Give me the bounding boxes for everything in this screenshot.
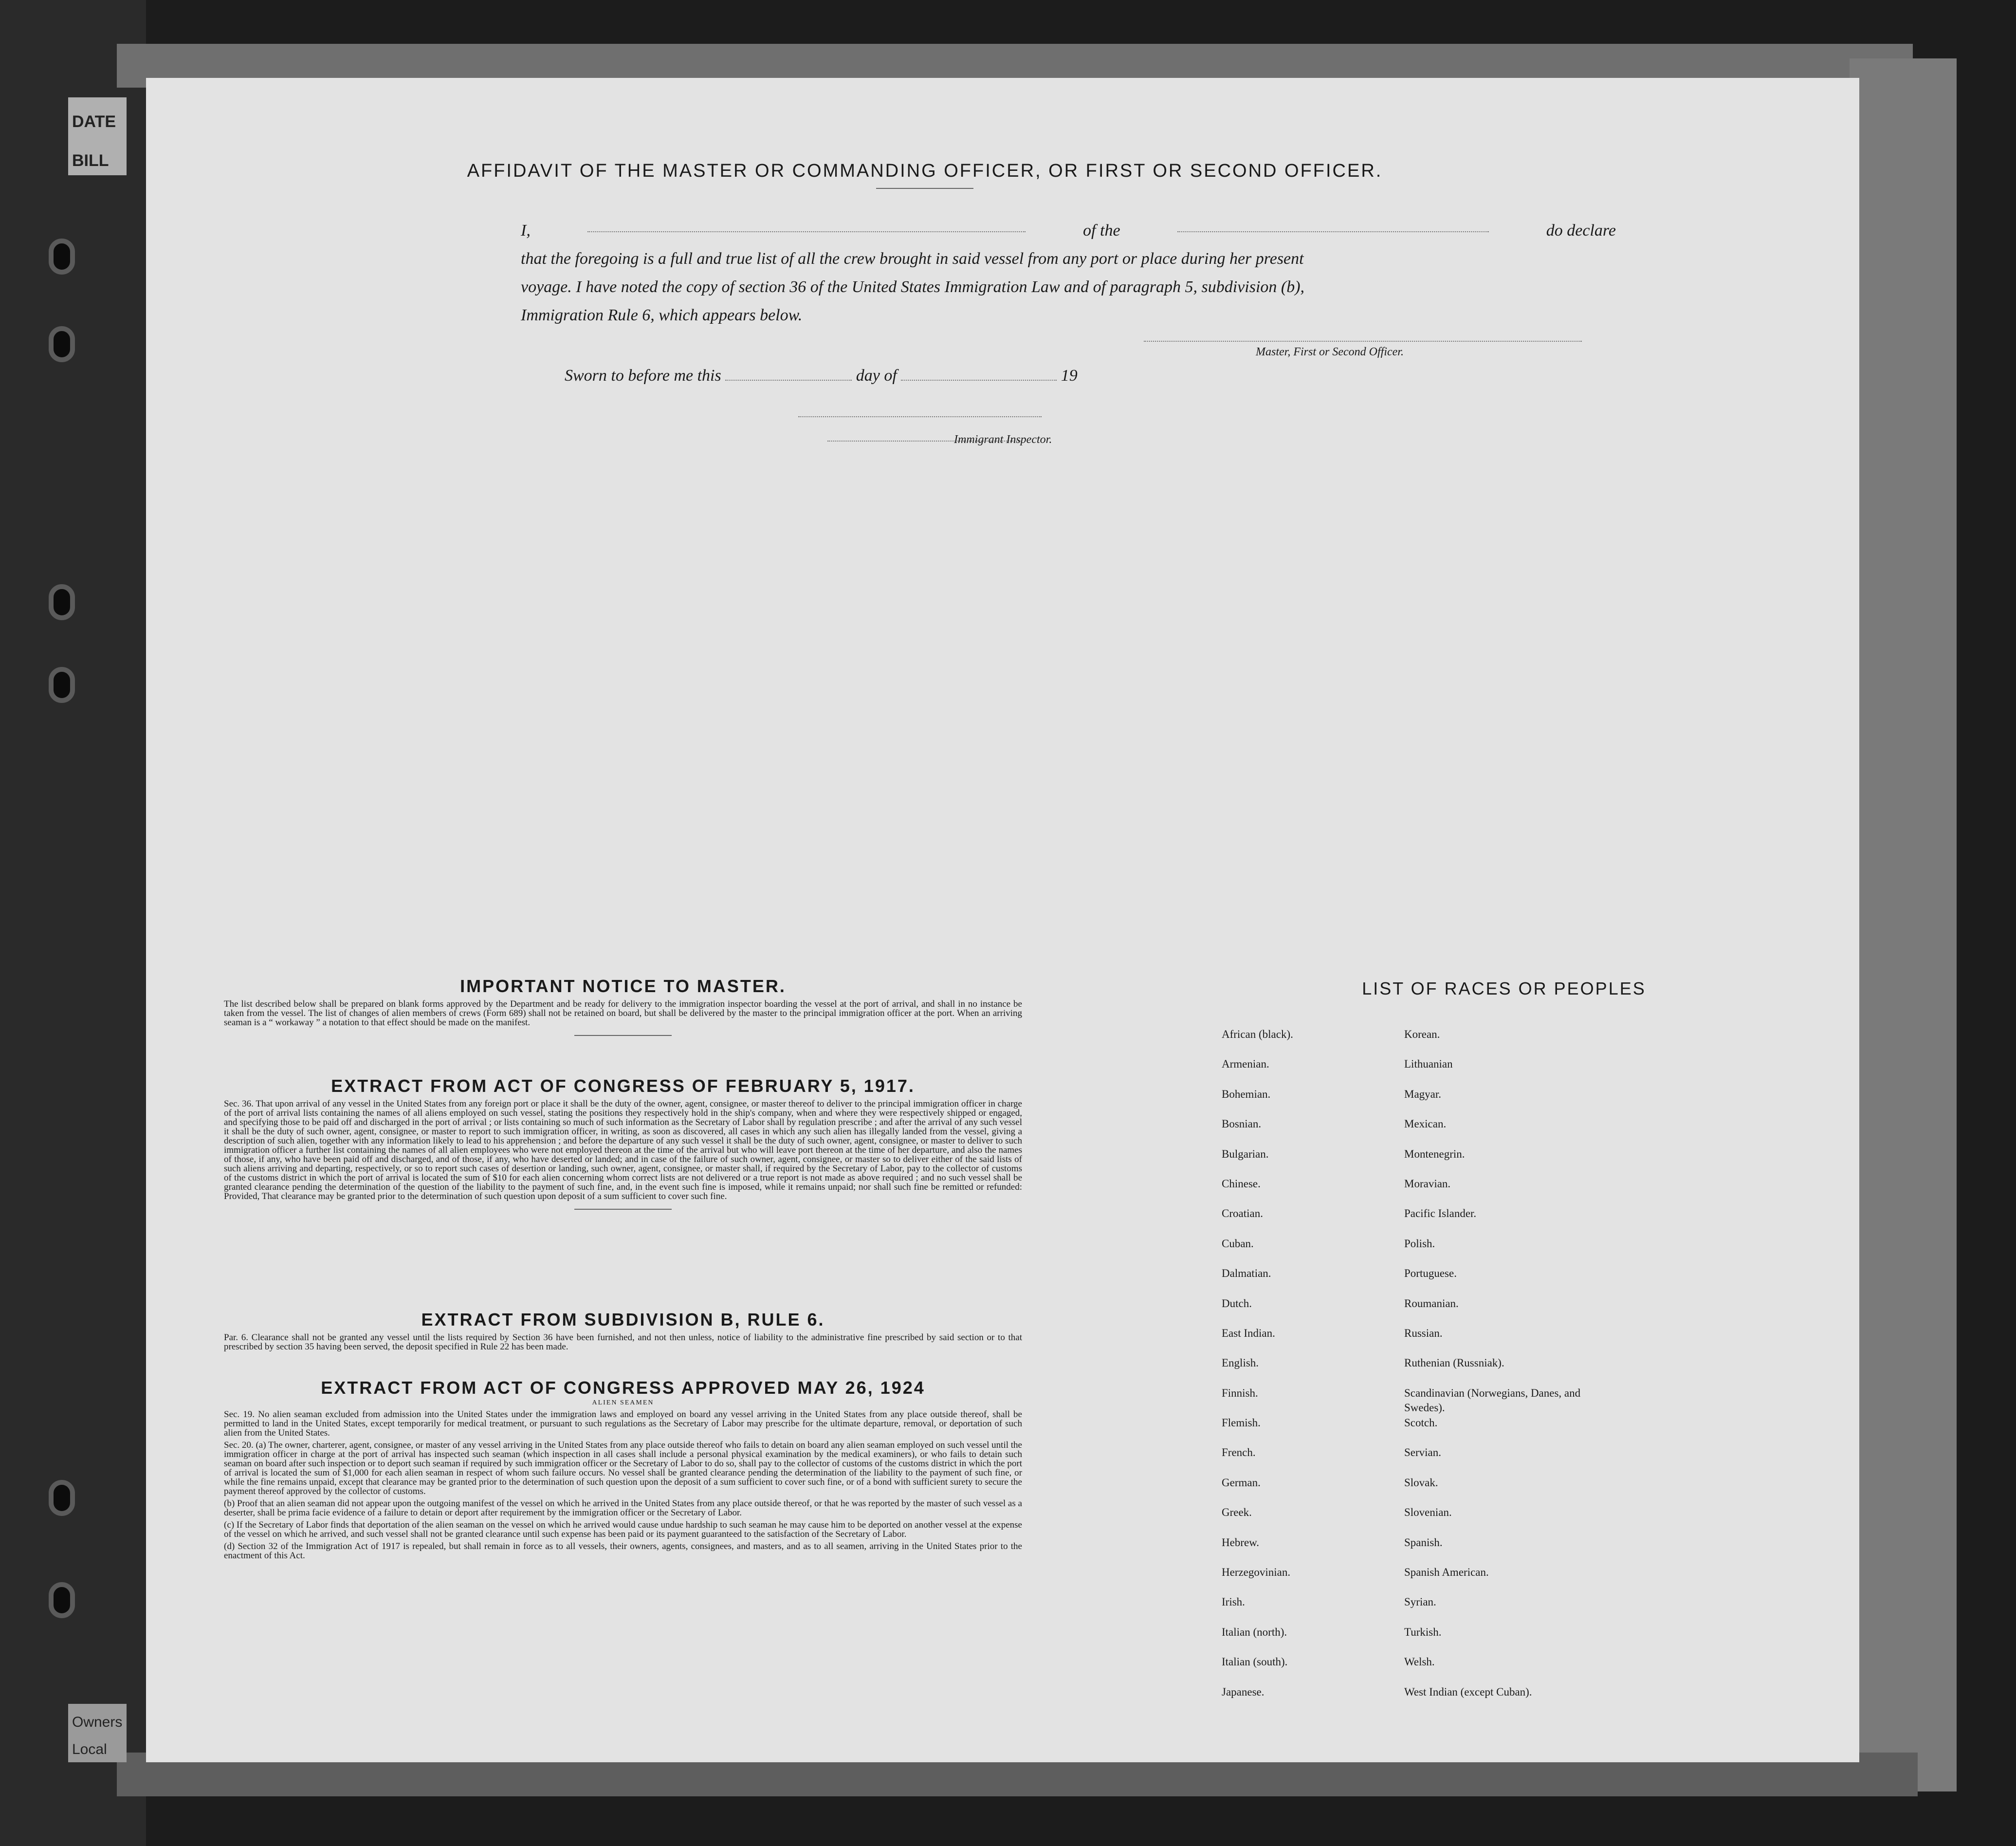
- race-item: Magyar.: [1404, 1088, 1442, 1100]
- binder-tab-line: BILL: [72, 151, 109, 170]
- binder-tab-bottom: [68, 1704, 127, 1762]
- race-item: Scandinavian (Norwegians, Danes, and Swedes).: [1404, 1386, 1581, 1414]
- extract-1924-paragraph: (b) Proof that an alien seaman did not appear upon the outgoing manifest of the vessel on which he arrived in the United States from any place outside thereof, or that he was reported by the master of such vessel as a deserter, shall be prima facie evidence of a failure to detain or deport after requirement by the immigration officer or the Secretary of Labor.: [224, 1498, 1022, 1518]
- extract-rule6-title: EXTRACT FROM SUBDIVISION B, RULE 6.: [421, 1310, 825, 1329]
- race-item: Pacific Islander.: [1404, 1207, 1477, 1220]
- race-item: Ruthenian (Russniak).: [1404, 1357, 1504, 1369]
- section-rule: [574, 1035, 672, 1036]
- race-item: Russian.: [1404, 1327, 1443, 1339]
- race-item: Slovak.: [1404, 1476, 1438, 1489]
- race-item: Cuban.: [1222, 1237, 1254, 1250]
- race-item: Japanese.: [1222, 1685, 1265, 1698]
- race-item: Bosnian.: [1222, 1118, 1262, 1130]
- race-item: Croatian.: [1222, 1207, 1263, 1220]
- document-page: [146, 78, 1859, 1762]
- race-item: Mexican.: [1404, 1118, 1447, 1130]
- race-item: German.: [1222, 1476, 1261, 1489]
- extract-1924-paragraph: Sec. 19. No alien seaman excluded from admission into the United States under the immigration laws and employed on board any vessel arriving in the United States from any place outside thereof, shall be permitted to land in the United States, except temporarily for medical treatment, or pursuant to such regulations as the Secretary of Labor may prescribe for the ultimate departure, removal, or deportation of such alien from the United States.: [224, 1409, 1022, 1438]
- race-item: Bohemian.: [1222, 1088, 1271, 1100]
- race-item: Chinese.: [1222, 1177, 1261, 1190]
- affidavit-line-1: [521, 217, 1616, 245]
- race-item: West Indian (except Cuban).: [1404, 1685, 1532, 1698]
- extract-1924-paragraph: (d) Section 32 of the Immigration Act of 1917 is repealed, but shall remain in force as to all vessels, their owners, agents, consignees, and masters, and as to all seamen, arriving in the United States prior to the enactment of this Act.: [224, 1541, 1022, 1561]
- extract-rule6-body: Par. 6. Clearance shall not be granted any vessel until the lists required by Section 36 have been furnished, and not then unless, notice of liability to the administrative fine prescribed by said section or to that prescribed by section 35 having been served, the deposit specified in Rule 22 has been made.: [224, 1332, 1022, 1352]
- race-item: East Indian.: [1222, 1327, 1275, 1339]
- race-item: Spanish.: [1404, 1536, 1443, 1549]
- race-item: Dutch.: [1222, 1297, 1252, 1310]
- binder-tab-line: Local: [72, 1741, 107, 1757]
- sworn-line: [565, 365, 1078, 385]
- extract-1924-paragraph: (c) If the Secretary of Labor finds that deportation of the alien seaman on the vessel on which he arrived would cause undue hardship to such seaman he may cause him to be deported on another vessel at the expense of the vessel on which he arrived, and such vessel shall not be granted clearance until such expense has been paid or its payment guaranteed to the satisfaction of the Secretary of Labor.: [224, 1520, 1022, 1539]
- race-item: Flemish.: [1222, 1417, 1261, 1429]
- race-item: Korean.: [1404, 1028, 1440, 1040]
- sworn-year: 19: [1061, 367, 1078, 385]
- notice-section: [224, 976, 1022, 1036]
- affidavit-line-2: that the foregoing is a full and true list of all the crew brought in said vessel from any port or place during her present: [521, 250, 1304, 268]
- race-item: Irish.: [1222, 1596, 1245, 1608]
- inspector-upper-line: [798, 416, 1042, 417]
- name-field: [587, 217, 1026, 232]
- sworn-month-field: [901, 365, 1057, 381]
- affidavit-line-4: Immigration Rule 6, which appears below.: [521, 306, 803, 324]
- race-item: Roumanian.: [1404, 1297, 1459, 1310]
- race-item: Italian (north).: [1222, 1625, 1287, 1638]
- race-item: Lithuanian: [1404, 1058, 1453, 1071]
- race-item: Spanish American.: [1404, 1566, 1489, 1579]
- race-item: Scotch.: [1404, 1417, 1438, 1429]
- affidavit-word-do-declare: do declare: [1546, 222, 1616, 240]
- race-item: Italian (south).: [1222, 1656, 1288, 1668]
- binder-hole: [49, 239, 75, 275]
- extract-1917-title: EXTRACT FROM ACT OF CONGRESS OF FEBRUARY 5, 1917.: [331, 1076, 915, 1096]
- binder-tab-top: [68, 97, 127, 175]
- extract-1924-subtitle: ALIEN SEAMEN: [592, 1399, 654, 1406]
- binder-hole: [49, 667, 75, 703]
- race-item: Moravian.: [1404, 1177, 1451, 1190]
- affidavit-text: [521, 217, 1616, 330]
- title-rule: [876, 188, 973, 189]
- race-item: Armenian.: [1222, 1058, 1269, 1071]
- binder-hole: [49, 1480, 75, 1516]
- race-item: Slovenian.: [1404, 1506, 1452, 1519]
- race-item: African (black).: [1222, 1028, 1293, 1040]
- affidavit-word-of-the: of the: [1083, 222, 1120, 240]
- races-list-right: [1404, 1027, 1609, 1715]
- affidavit-title: AFFIDAVIT OF THE MASTER OR COMMANDING OFFICER, OR FIRST OR SECOND OFFICER.: [467, 161, 1383, 181]
- race-item: Montenegrin.: [1404, 1147, 1465, 1160]
- extract-1917-body: Sec. 36. That upon arrival of any vessel in the United States from any foreign port or place it shall be the duty of the owner, agent, consignee, or master thereof to deliver to the principal immigration officer in charge of the port of arrival lists containing the names of all aliens employed on such vessel, stating the positions they respectively hold in the ship's company, when and where they were respectively shipped or engaged, and specifying those to be paid off and discharged in the port of arrival ; or lists containing so much of such information as the Secretary of Labor shall by regulation prescribe ; and after the arrival of any such vessel it shall be the duty of such owner, agent, consignee, or master to report to such immigration officer, in writing, as soon as discovered, all cases in which any such alien has illegally landed from the vessel, giving a description of such alien, together with any information likely to lead to his apprehension ; and before the departure of any such vessel it shall be the duty of such owner, agent, consignee, or master to deliver to such immigration officer a further list containing the names of all alien employees who were not employed thereon at the time of the arrival but who will leave port thereon at the time of her departure, and also the names of those, if any, who have been paid off and discharged, and of those, if any, who have deserted or landed; and in case of the failure of such owner, agent, consignee, or master so to deliver either of the said lists of such aliens arriving and departing, respectively, or so to report such cases of desertion or landing, such owner, agent, consignee, or master shall, if required by the Secretary of Labor, pay to the collector of customs of the customs district in which the port of arrival is located the sum of $10 for each alien concerning whom correct lists are not delivered or a true report is not made as above required ; and no such vessel shall be granted clearance pending the determination of the question of the liability to the payment of such fine, and, in the event such fine is imposed, while it remains unpaid; nor shall such fine be remitted or refunded: Provided, That clearance may be granted prior to the determination of such question upon deposit of a sum sufficient to cover such fine.: [224, 1099, 1022, 1201]
- race-item: Greek.: [1222, 1506, 1252, 1519]
- notice-body: The list described below shall be prepared on blank forms approved by the Department and be ready for delivery to the immigration inspector boarding the vessel at the port of arrival, and shall in no instance be taken from the vessel. The list of changes of alien members of crews (Form 689) shall not be retained on board, but shall be delivered by the master to the principal immigration officer at the port. When an arriving seaman is a “ workaway ” a notation to that effect should be made on the manifest.: [224, 999, 1022, 1028]
- race-item: Finnish.: [1222, 1386, 1258, 1399]
- extract-1924-section: [224, 1378, 1022, 1560]
- affidavit-line-3: voyage. I have noted the copy of section 36 of the United States Immigration Law and of paragraph 5, subdivision (b),: [521, 278, 1305, 296]
- binder-hole: [49, 584, 75, 620]
- race-item: Bulgarian.: [1222, 1147, 1269, 1160]
- race-item: Hebrew.: [1222, 1536, 1260, 1549]
- binder-tab-line: DATE: [72, 112, 116, 131]
- sworn-prefix: Sworn to before me this: [565, 367, 721, 385]
- binder-tab-line: Owners: [72, 1714, 123, 1730]
- affidavit-word-i: I,: [521, 222, 531, 240]
- races-list-left: [1222, 1027, 1387, 1715]
- extract-rule6-section: [224, 1310, 1022, 1351]
- section-rule: [574, 1209, 672, 1210]
- race-item: Servian.: [1404, 1446, 1442, 1459]
- race-item: Portuguese.: [1404, 1267, 1457, 1280]
- binder-edge: [0, 0, 146, 1846]
- race-item: French.: [1222, 1446, 1256, 1459]
- extract-1924-title: EXTRACT FROM ACT OF CONGRESS APPROVED MAY 26, 1924: [321, 1378, 925, 1398]
- race-item: Welsh.: [1404, 1656, 1435, 1668]
- races-title: LIST OF RACES OR PEOPLES: [1362, 978, 1646, 998]
- notice-title: IMPORTANT NOTICE TO MASTER.: [460, 976, 786, 996]
- race-item: Syrian.: [1404, 1596, 1436, 1608]
- sworn-day-of: day of: [856, 367, 897, 385]
- master-signature-line: [1144, 341, 1582, 342]
- inspector-label: Immigrant Inspector.: [954, 433, 1052, 446]
- sworn-day-field: [725, 365, 852, 381]
- race-item: Herzegovinian.: [1222, 1566, 1291, 1579]
- master-signature-label: Master, First or Second Officer.: [1256, 346, 1404, 358]
- vessel-field: [1177, 217, 1489, 232]
- extract-1917-section: [224, 1076, 1022, 1210]
- back-sheet-right: [1850, 58, 1957, 1791]
- race-item: Turkish.: [1404, 1625, 1442, 1638]
- binder-hole: [49, 326, 75, 362]
- extract-1924-paragraph: Sec. 20. (a) The owner, charterer, agent, consignee, or master of any vessel arriving in the United States from any place outside thereof who fails to detain on board any alien seaman employed on such vessel until the immigration officer in charge at the port of arrival has inspected such seaman (which inspection in all cases shall include a personal physical examination by the medical examiners), or who fails to detain such seaman on board after such inspection or to deport such seaman if required by such immigration officer or the Secretary of Labor to do so, shall pay to the collector of customs of the customs district in which the port of arrival is located the sum of $1,000 for each alien seaman in respect of whom such failure occurs. No vessel shall be granted clearance pending the determination of the liability to the payment of such fine, or while the fine remains unpaid, except that clearance may be granted prior to the determination of such question upon the deposit of a sum sufficient to cover such fine, or of a bond with sufficient surety to secure the payment thereof approved by the collector of customs.: [224, 1440, 1022, 1496]
- binder-hole: [49, 1582, 75, 1618]
- race-item: Dalmatian.: [1222, 1267, 1271, 1280]
- race-item: English.: [1222, 1357, 1259, 1369]
- race-item: Polish.: [1404, 1237, 1435, 1250]
